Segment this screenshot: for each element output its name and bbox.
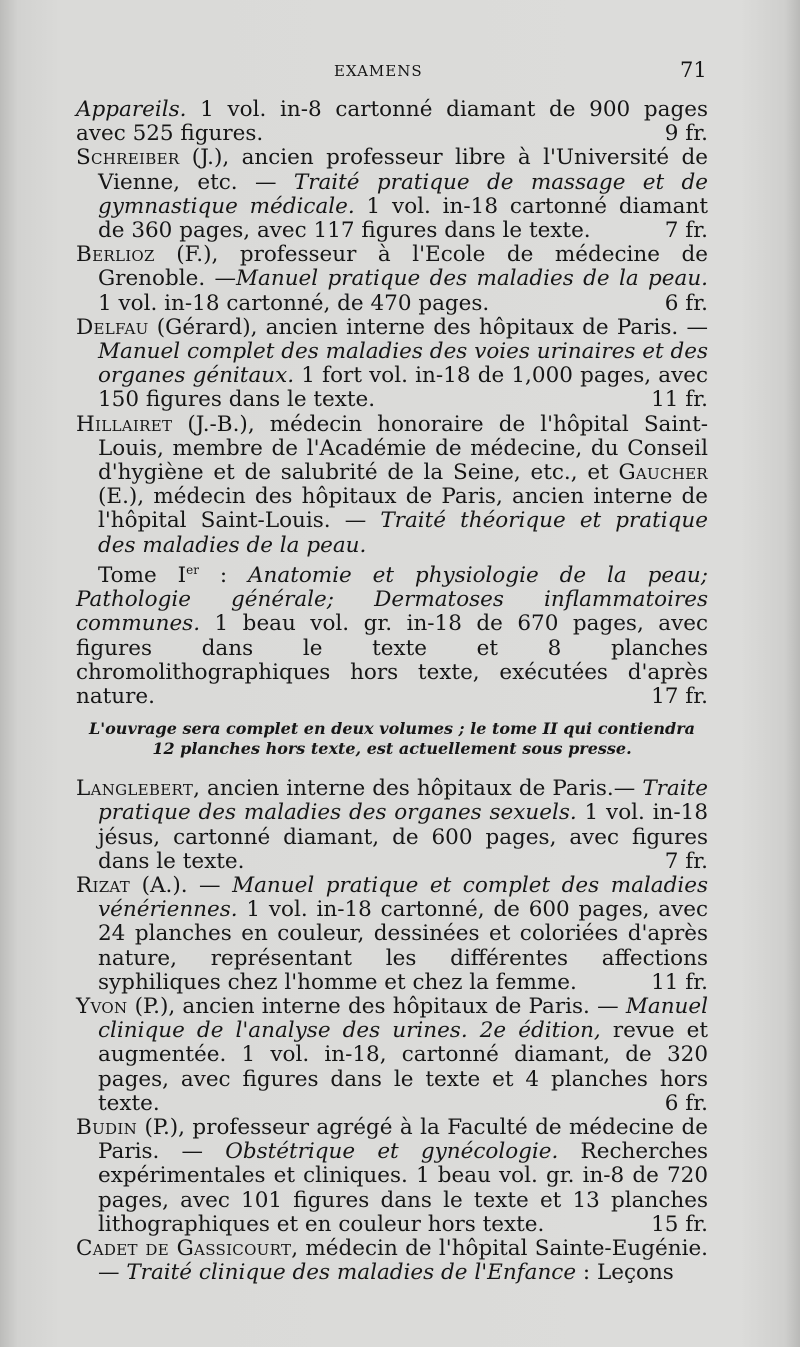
entry-title: Traite pratique des maladies des organes sexuels.: [98, 776, 708, 826]
author-name: Berlioz: [76, 242, 155, 268]
catalog-entry: [76, 1237, 708, 1285]
entry-details: 1 fort vol. in-18 de 1,000 pages, avec 150 figures dans le texte.: [98, 363, 708, 413]
entry-price: 6 fr.: [664, 1090, 708, 1116]
catalog-entry: [76, 413, 708, 558]
author-name: Rizat: [76, 873, 131, 899]
page-number: 71: [680, 58, 707, 82]
catalog-entry: [76, 316, 708, 413]
entry-details: Recherches expérimentales et cliniques. 1 beau vol. gr. in-8 de 720 pages, avec 101 figures dans le texte et 13 planches lithographiques et en couleur hors texte.: [98, 1139, 708, 1237]
tome-sup: er: [186, 562, 199, 577]
catalog-entry: [76, 146, 708, 243]
tome-title: Anatomie et physiologie de la peau; Pathologie générale; Dermatoses inflammatoires communes.: [76, 563, 708, 637]
tome-label: Tome I: [98, 563, 187, 589]
entry-details: 1 vol. in-18 jésus, cartonné diamant, de 600 pages, avec figures dans le texte.: [98, 800, 709, 874]
entry-price: 7 fr.: [664, 848, 708, 874]
catalog-entry: [76, 995, 708, 1116]
entry-price: 11 fr.: [651, 969, 708, 995]
entry-title: Traité pratique de massage et de gymnastique médicale.: [98, 169, 709, 219]
entry-title: Traité théorique et pratique des maladies de la peau.: [98, 508, 708, 558]
entry-title: Manuel pratique et complet des maladies vénériennes.: [98, 873, 708, 923]
tome-price: 17 fr.: [651, 684, 708, 710]
page-header: [0, 58, 800, 88]
entry-details: 1 vol. in-8 cartonné diamant de 900 pages avec 525 figures.: [76, 97, 708, 147]
tome-description: [76, 558, 708, 709]
entry-title: Manuel clinique de l'analyse des urines. 2e édition,: [98, 994, 708, 1044]
author-name: Budin: [76, 1115, 138, 1141]
coauthor-desc: (E.), médecin des hôpitaux de Paris, ancien interne de l'hôpital Saint-Louis. —: [98, 484, 708, 534]
tome-colon: :: [198, 563, 249, 589]
author-name: Cadet de Gassicourt: [76, 1236, 292, 1262]
entry-details: revue et augmentée. 1 vol. in-18, cartonné diamant, de 320 pages, avec figures dans le texte et 4 planches hors texte.: [98, 1018, 708, 1116]
author-name: Schreiber: [76, 145, 180, 171]
catalog-entry: [76, 1116, 708, 1237]
entry-title: Obstétrique et gynécologie.: [225, 1139, 559, 1165]
author-desc: (F.), professeur à l'Ecole de médecine de Grenoble. —: [98, 242, 708, 292]
catalog-body: [76, 98, 708, 1286]
author-desc: (P.), ancien interne des hôpitaux de Paris. —: [127, 994, 626, 1020]
author-desc: (P.), professeur agrégé à la Faculté de médecine de Paris. —: [98, 1115, 708, 1165]
author-desc: , médecin de l'hôpital Sainte-Eugénie. —: [98, 1236, 709, 1286]
tome-details: 1 beau vol. gr. in-18 de 670 pages, avec figures dans le texte et 8 planches chromolithographiques hors texte, exécutées d'après nature.: [76, 611, 708, 710]
author-name: Delfau: [76, 314, 149, 340]
entry-details: 1 vol. in-18 cartonné, de 470 pages.: [98, 290, 490, 316]
entry-title: Appareils.: [76, 97, 187, 122]
catalog-entry: [76, 243, 708, 316]
entry-title: Manuel complet des maladies des voies urinaires et des organes génitaux.: [98, 339, 708, 389]
entry-title: Traité clinique des maladies de l'Enfance: [126, 1260, 577, 1286]
author-name: Hillairet: [76, 411, 173, 437]
entry-price: 9 fr.: [664, 121, 708, 147]
entry-details: : Leçons: [576, 1260, 674, 1286]
entry-price: 11 fr.: [651, 387, 708, 413]
author-name: Yvon: [76, 994, 128, 1020]
entry-details: 1 vol. in-18 cartonné, de 600 pages, avec 24 planches en couleur, dessinées et coloriées d'après nature, représentant les différentes affections syphiliques chez l'homme et chez la femme.: [98, 897, 708, 995]
entry-title: Manuel pratique des maladies de la peau.: [236, 266, 709, 292]
author-desc: (J.-B.), médecin honoraire de l'hôpital Saint-Louis, membre de l'Académie de médecine, du Conseil d'hygiène et de salubrité de la Seine, etc., et: [98, 411, 708, 486]
author-desc: (Gérard), ancien interne des hôpitaux de Paris. —: [148, 314, 708, 340]
entry-price: 6 fr.: [664, 290, 708, 316]
coauthor-name: Gaucher: [618, 460, 708, 486]
catalog-entry: [76, 777, 708, 874]
running-head: EXAMENS: [334, 62, 423, 80]
catalog-entry: [76, 874, 708, 995]
author-desc: , ancien interne des hôpitaux de Paris.—: [193, 776, 643, 802]
entry-price: 15 fr.: [651, 1211, 708, 1237]
catalog-entry: [76, 98, 708, 146]
publication-note: L'ouvrage sera complet en deux volumes ; le tome II qui contiendra 12 planches hors texte, est actuellement sous presse.: [88, 719, 695, 759]
author-desc: (A.). —: [130, 873, 233, 899]
author-desc: (J.), ancien professeur libre à l'Université de Vienne, etc. —: [98, 145, 708, 195]
entry-details: 1 vol. in-18 cartonné diamant de 360 pages, avec 117 figures dans le texte.: [98, 193, 708, 244]
author-name: Langlebert: [76, 776, 194, 802]
entry-price: 7 fr.: [664, 218, 708, 244]
